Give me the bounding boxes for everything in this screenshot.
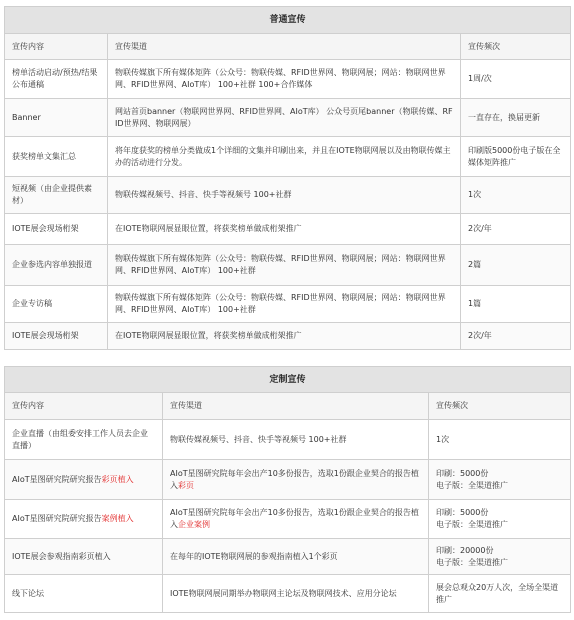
row-content: 企业直播（由组委安排工作人员去企业直播） bbox=[5, 420, 163, 460]
table-row bbox=[5, 460, 571, 500]
row-channel: IOTE物联网展同期举办物联网主论坛及物联网技术、应用分论坛 bbox=[163, 575, 429, 613]
row-frequency-print: 印刷：20000份 bbox=[436, 545, 494, 555]
row-content: 榜单活动启动/预热/结果公布通稿 bbox=[5, 60, 108, 99]
table-row bbox=[5, 323, 571, 350]
row-channel-text: AIoT星图研究院每年会出产10多份报告，选取1份跟企业契合的报告植入 bbox=[170, 508, 419, 529]
table-title-row bbox=[5, 7, 571, 34]
table-row bbox=[5, 99, 571, 137]
row-frequency bbox=[429, 460, 571, 500]
table-row bbox=[5, 214, 571, 245]
row-frequency: 1篇 bbox=[461, 286, 571, 323]
header-channel: 宣传渠道 bbox=[163, 393, 429, 420]
row-frequency: 2篇 bbox=[461, 245, 571, 286]
row-frequency: 展会总观众20万人次，全场全渠道推广 bbox=[429, 575, 571, 613]
row-frequency bbox=[429, 500, 571, 539]
header-frequency: 宣传频次 bbox=[461, 34, 571, 60]
row-channel-highlight: 企业案例 bbox=[178, 520, 210, 529]
row-channel: 物联传媒视频号、抖音、快手等视频号 100+社群 bbox=[163, 420, 429, 460]
header-content: 宣传内容 bbox=[5, 393, 163, 420]
row-content bbox=[5, 460, 163, 500]
table-row bbox=[5, 420, 571, 460]
general-promotion-table bbox=[4, 6, 571, 350]
row-channel-highlight: 彩页 bbox=[178, 480, 194, 490]
row-frequency-digital: 电子版：全渠道推广 bbox=[436, 480, 508, 490]
row-content: 企业专访稿 bbox=[5, 286, 108, 323]
table-row bbox=[5, 539, 571, 575]
row-frequency-digital: 电子版：全渠道推广 bbox=[436, 557, 508, 567]
row-frequency bbox=[429, 539, 571, 575]
row-channel: 物联传媒视频号、抖音、快手等视频号 100+社群 bbox=[108, 177, 461, 214]
row-content-text: AIoT星图研究院研究报告 bbox=[12, 514, 102, 523]
table-row bbox=[5, 60, 571, 99]
row-content: 企业参选内容单独报道 bbox=[5, 245, 108, 286]
row-channel bbox=[163, 460, 429, 500]
row-content: IOTE展会现场桁架 bbox=[5, 323, 108, 350]
table-row bbox=[5, 500, 571, 539]
row-frequency-print: 印刷：5000份 bbox=[436, 468, 489, 478]
row-frequency: 印刷版5000份电子版在全媒体矩阵推广 bbox=[461, 137, 571, 177]
row-frequency: 2次/年 bbox=[461, 214, 571, 245]
row-frequency: 2次/年 bbox=[461, 323, 571, 350]
table-row bbox=[5, 245, 571, 286]
row-content-highlight: 案例植入 bbox=[101, 514, 134, 523]
row-channel: 在IOTE物联网展显眼位置，将获奖榜单做成桁架推广 bbox=[108, 323, 461, 350]
row-content-highlight: 彩页植入 bbox=[101, 474, 134, 484]
row-channel-text: AIoT星图研究院每年会出产10多份报告，选取1份跟企业契合的报告植入 bbox=[170, 468, 419, 490]
row-channel: 在每年的IOTE物联网展的参观指南植入1个彩页 bbox=[163, 539, 429, 575]
table-header-row bbox=[5, 393, 571, 420]
table-row bbox=[5, 575, 571, 613]
row-content: 线下论坛 bbox=[5, 575, 163, 613]
row-content-text: AIoT星图研究院研究报告 bbox=[12, 474, 102, 484]
row-content: Banner bbox=[5, 99, 108, 137]
row-content: 短视频（由企业提供素材） bbox=[5, 177, 108, 214]
row-channel: 物联传媒旗下所有媒体矩阵（公众号：物联传媒、RFID世界网、物联网展；网站：物联网世界网、RFID世界网、AIoT库） 100+社群 bbox=[108, 286, 461, 323]
header-channel: 宣传渠道 bbox=[108, 34, 461, 60]
header-frequency: 宣传频次 bbox=[429, 393, 571, 420]
row-frequency-digital: 电子版：全渠道推广 bbox=[436, 520, 508, 529]
table-row bbox=[5, 286, 571, 323]
row-frequency-print: 印刷：5000份 bbox=[436, 508, 489, 517]
table-row bbox=[5, 137, 571, 177]
row-content bbox=[5, 500, 163, 539]
row-channel bbox=[163, 500, 429, 539]
row-frequency: 1次 bbox=[429, 420, 571, 460]
table-title-row bbox=[5, 367, 571, 393]
header-content: 宣传内容 bbox=[5, 34, 108, 60]
row-content: IOTE展会现场桁架 bbox=[5, 214, 108, 245]
row-content: IOTE展会参观指南彩页植入 bbox=[5, 539, 163, 575]
custom-table-title: 定制宣传 bbox=[5, 367, 571, 393]
table-header-row bbox=[5, 34, 571, 60]
general-table-title: 普通宣传 bbox=[5, 7, 571, 34]
row-channel: 物联传媒旗下所有媒体矩阵（公众号：物联传媒、RFID世界网、物联网展；网站：物联网世界网、RFID世界网、AIoT库） 100+社群 100+合作媒体 bbox=[108, 60, 461, 99]
row-frequency: 一直存在，换届更新 bbox=[461, 99, 571, 137]
row-frequency: 1次 bbox=[461, 177, 571, 214]
row-channel: 物联传媒旗下所有媒体矩阵（公众号：物联传媒、RFID世界网、物联网展；网站：物联网世界网、RFID世界网、AIoT库） 100+社群 bbox=[108, 245, 461, 286]
row-content: 获奖榜单文集汇总 bbox=[5, 137, 108, 177]
custom-promotion-table bbox=[4, 366, 571, 613]
row-channel: 将年度获奖的榜单分类做成1个详细的文集并印刷出来，并且在IOTE物联网展以及由物联传媒主办的活动进行分发。 bbox=[108, 137, 461, 177]
row-frequency: 1周/次 bbox=[461, 60, 571, 99]
row-channel: 在IOTE物联网展显眼位置，将获奖榜单做成桁架推广 bbox=[108, 214, 461, 245]
row-channel: 网站首页banner（物联网世界网、RFID世界网、AIoT库） 公众号页尾banner（物联传媒、RFID世界网、物联网展） bbox=[108, 99, 461, 137]
table-row bbox=[5, 177, 571, 214]
